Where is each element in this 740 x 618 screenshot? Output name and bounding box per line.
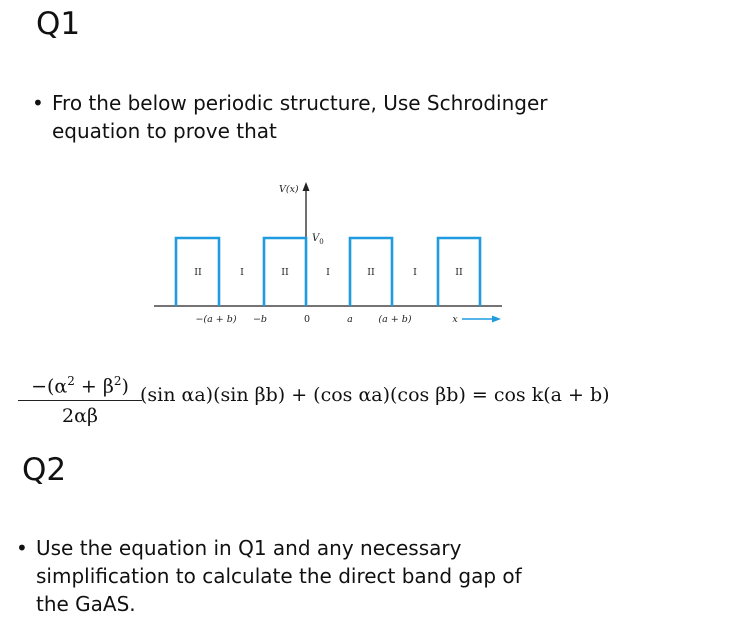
- q2-bullet: [16, 534, 616, 618]
- bullet-dot: •: [16, 536, 28, 560]
- tick-label: −b: [252, 314, 268, 325]
- region-label: II: [455, 267, 463, 278]
- q1-bullet: [32, 89, 632, 149]
- equation-right-side: (sin αa)(sin βb) + (cos αa)(cos βb) = cos k(a + b): [140, 384, 610, 406]
- q1-bullet-line: equation to prove that: [52, 119, 277, 143]
- v-axis-label: V(x): [279, 184, 299, 195]
- equation-fraction: [18, 368, 142, 429]
- fraction-denominator: 2αβ: [62, 405, 98, 428]
- dispersion-equation: [14, 368, 734, 428]
- v-axis-arrowhead: [303, 182, 310, 191]
- x-direction-arrowhead: [492, 316, 501, 323]
- q2-bullet-line: the GaAS.: [36, 592, 136, 616]
- region-label: II: [194, 267, 202, 278]
- bullet-dot: •: [32, 91, 44, 115]
- tick-label: −(a + b): [195, 314, 237, 325]
- region-label: I: [240, 267, 244, 278]
- region-label: I: [413, 267, 417, 278]
- tick-label: x: [452, 314, 458, 325]
- region-label: II: [281, 267, 289, 278]
- fraction-bar: [18, 400, 142, 401]
- q2-title: Q2: [22, 452, 67, 488]
- q1-title: Q1: [36, 6, 81, 42]
- q2-bullet-line: simplification to calculate the direct band gap of: [36, 564, 522, 588]
- q2-bullet-line: Use the equation in Q1 and any necessary: [36, 536, 462, 560]
- region-label: II: [367, 267, 375, 278]
- tick-label: (a + b): [378, 314, 412, 325]
- region-label: I: [326, 267, 330, 278]
- tick-label: 0: [303, 314, 311, 325]
- v0-label: $V_0$: [312, 233, 324, 246]
- q1-bullet-line: Fro the below periodic structure, Use Schrodinger: [52, 91, 548, 115]
- tick-label: a: [347, 314, 353, 325]
- periodic-potential-diagram: [150, 178, 510, 328]
- fraction-numerator: $-(\alpha^2 + \beta^2)$: [31, 374, 129, 398]
